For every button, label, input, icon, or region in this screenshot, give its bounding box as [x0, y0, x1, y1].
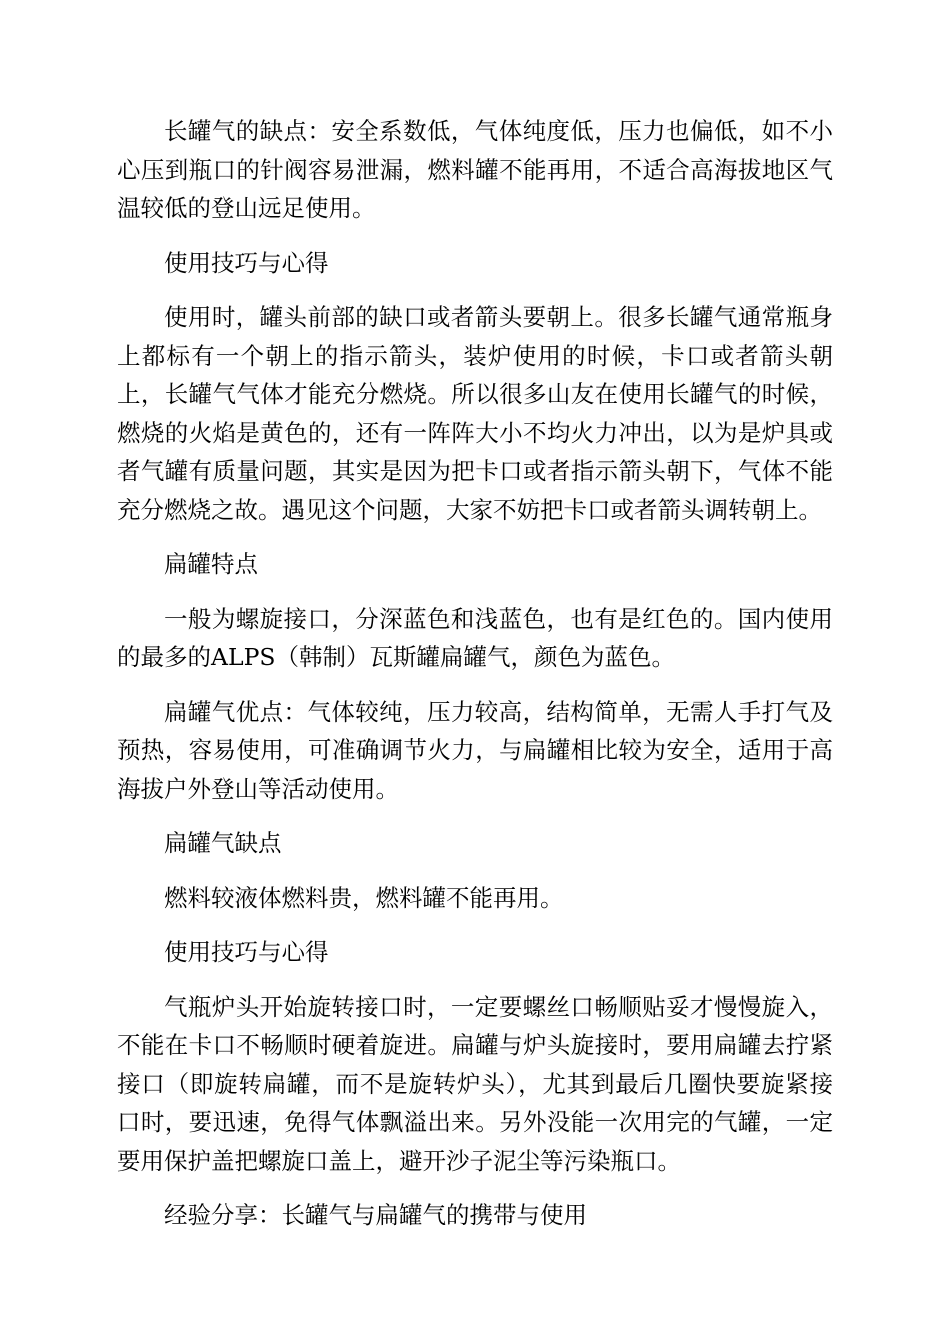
document-page [117, 112, 833, 1251]
paragraph-flat-can-disadvantages: 燃料较液体燃料贵，燃料罐不能再用。 [164, 883, 564, 912]
heading-usage-tips: 使用技巧与心得 [164, 248, 329, 277]
paragraph-flat-can-advantages: 扁罐气优点：气体较纯，压力较高，结构简单，无需人手打气及预热，容易使用，可准确调节火力，与扁罐相比较为安全，适用于高海拔户外登山等活动使用。 [117, 697, 833, 803]
heading-flat-can-disadvantages: 扁罐气缺点 [164, 829, 282, 857]
paragraph-long-can-disadvantages: 长罐气的缺点：安全系数低，气体纯度低，压力也偏低，如不小心压到瓶口的针阀容易泄漏，燃料罐不能再用，不适合高海拔地区气温较低的登山远足使用。 [117, 117, 833, 222]
paragraph-usage-tips-long-can: 使用时，罐头前部的缺口或者箭头要朝上。很多长罐气通常瓶身上都标有一个朝上的指示箭头，装炉使用的时候，卡口或者箭头朝上，长罐气气体才能充分燃烧。所以很多山友在使用长罐气的时候，燃烧的火焰是黄色的，还有一阵阵大小不均火力冲出，以为是炉具或者气罐有质量问题，其实是因为把卡口或者指示箭头朝下，气体不能充分燃烧之故。遇见这个问题，大家不妨把卡口或者箭头调转朝上。 [117, 303, 833, 524]
paragraph-usage-tips-flat-can: 气瓶炉头开始旋转接口时，一定要螺丝口畅顺贴妥才慢慢旋入，不能在卡口不畅顺时硬着旋进。扁罐与炉头旋接时，要用扁罐去拧紧接口（即旋转扁罐，而不是旋转炉头），尤其到最后几圈快要旋紧接口时，要迅速，免得气体飘溢出来。另外没能一次用完的气罐，一定要用保护盖把螺旋口盖上，避开沙子泥尘等污染瓶口。 [117, 992, 833, 1175]
paragraph-flat-can-description: 一般为螺旋接口，分深蓝色和浅蓝色，也有是红色的。国内使用的最多的ALPS（韩制）瓦斯罐扁罐气，颜色为蓝色。 [117, 604, 833, 671]
heading-usage-tips-2: 使用技巧与心得 [164, 938, 329, 966]
heading-experience-sharing: 经验分享：长罐气与扁罐气的携带与使用 [164, 1201, 587, 1229]
heading-flat-can-features: 扁罐特点 [164, 550, 258, 578]
